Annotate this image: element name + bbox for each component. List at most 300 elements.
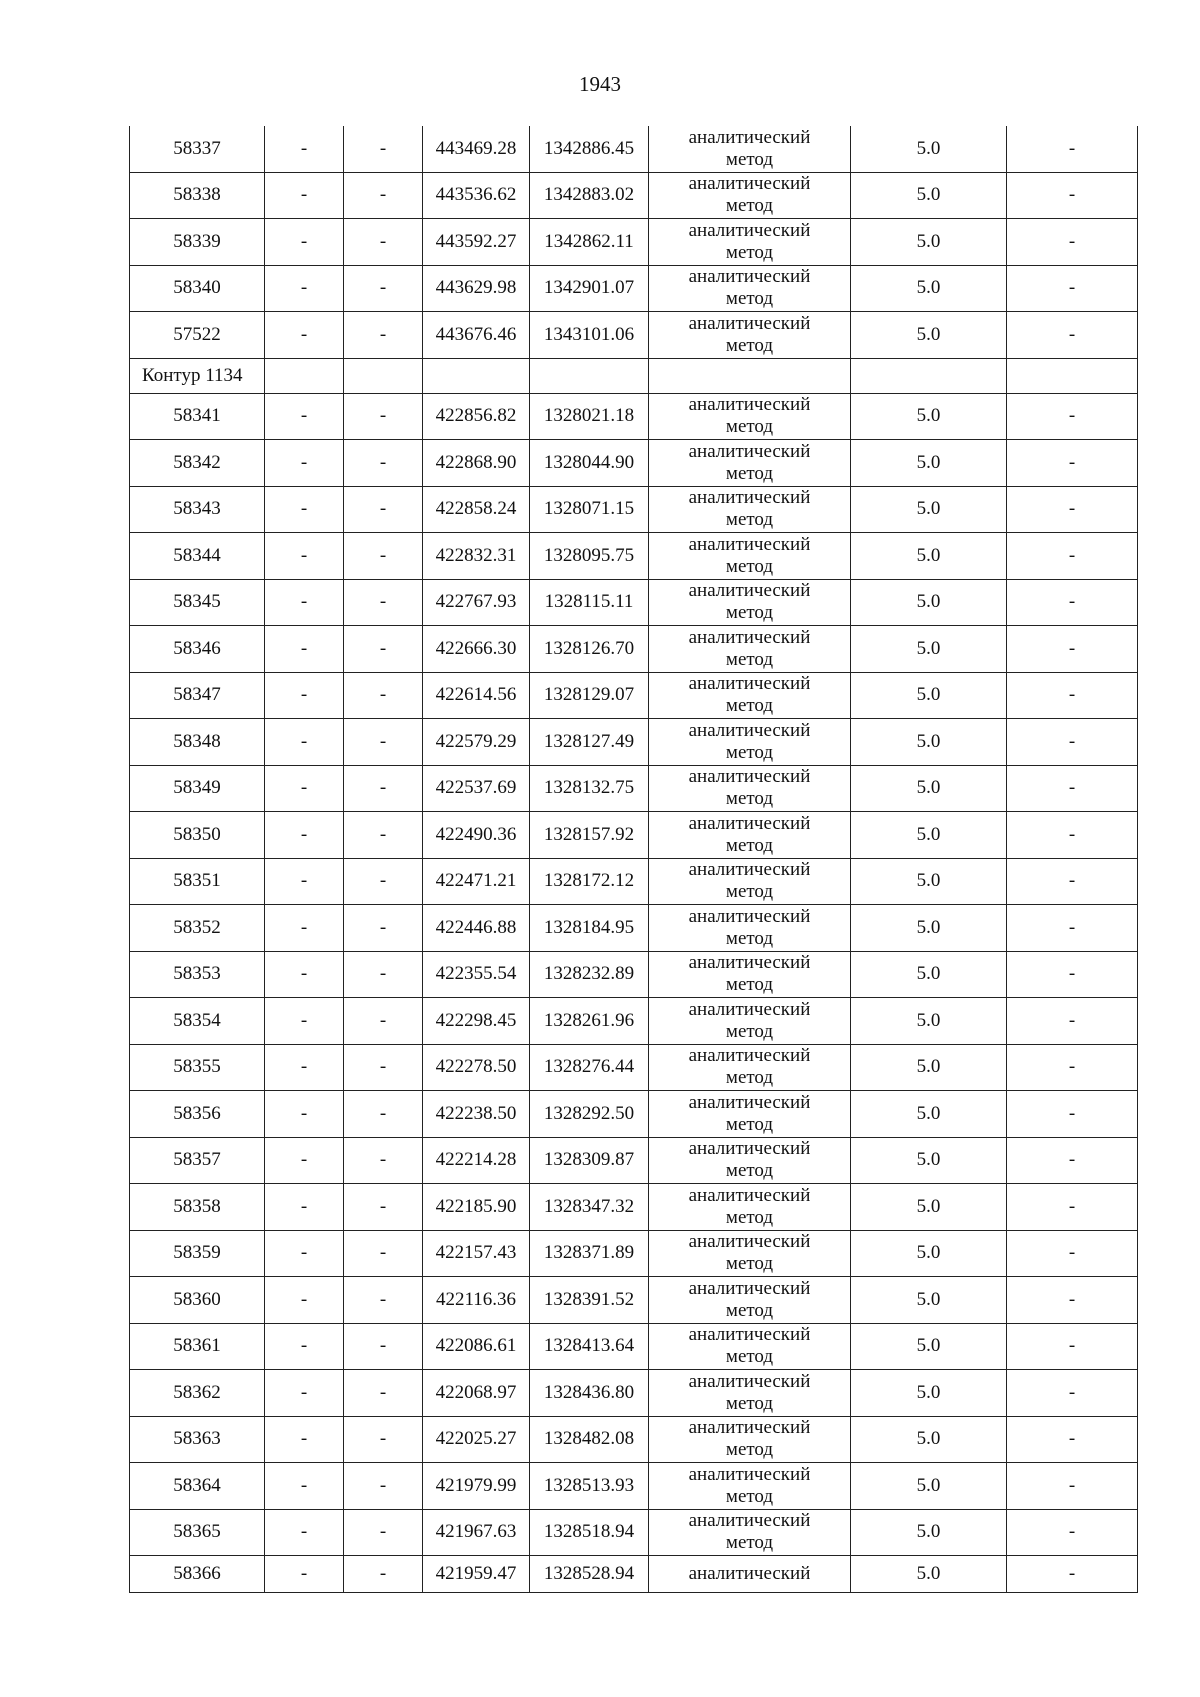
table-row (130, 579, 1138, 626)
col2-cell: - (265, 172, 344, 219)
method-cell (649, 579, 851, 626)
y-coordinate-cell: 1328157.92 (530, 812, 649, 859)
col2-cell: - (265, 1556, 344, 1593)
note-cell: - (1007, 626, 1138, 673)
col3-cell: - (344, 1230, 423, 1277)
note-cell: - (1007, 812, 1138, 859)
accuracy-cell: 5.0 (851, 905, 1007, 952)
point-id-cell: 58348 (130, 719, 265, 766)
y-coordinate-cell: 1328127.49 (530, 719, 649, 766)
y-coordinate-cell: 1328115.11 (530, 579, 649, 626)
table-row (130, 998, 1138, 1045)
x-coordinate-cell: 422298.45 (423, 998, 530, 1045)
x-coordinate-cell: 422068.97 (423, 1370, 530, 1417)
y-coordinate-cell: 1328371.89 (530, 1230, 649, 1277)
method-line: аналитический (688, 394, 811, 416)
note-cell: - (1007, 1323, 1138, 1370)
method-line: метод (725, 1439, 774, 1461)
point-id-cell: 58352 (130, 905, 265, 952)
accuracy-cell: 5.0 (851, 719, 1007, 766)
method-cell (649, 1509, 851, 1556)
col3-cell: - (344, 1044, 423, 1091)
y-coordinate-cell: 1343101.06 (530, 312, 649, 359)
method-cell (649, 486, 851, 533)
method-line: аналитический (688, 1463, 811, 1485)
y-coordinate-cell: 1342883.02 (530, 172, 649, 219)
method-line: метод (725, 927, 774, 949)
method-cell (649, 172, 851, 219)
empty-cell (649, 358, 851, 393)
x-coordinate-cell: 422086.61 (423, 1323, 530, 1370)
empty-cell (851, 358, 1007, 393)
method-line: метод (725, 1113, 774, 1135)
y-coordinate-cell: 1328292.50 (530, 1091, 649, 1138)
method-line: аналитический (688, 1091, 811, 1113)
table-row (130, 765, 1138, 812)
col2-cell: - (265, 672, 344, 719)
col3-cell: - (344, 1416, 423, 1463)
method-line: аналитический (688, 1045, 811, 1067)
table-row (130, 1044, 1138, 1091)
method-cell (649, 265, 851, 312)
x-coordinate-cell: 443592.27 (423, 219, 530, 266)
accuracy-cell: 5.0 (851, 1323, 1007, 1370)
y-coordinate-cell: 1328184.95 (530, 905, 649, 952)
x-coordinate-cell: 443469.28 (423, 126, 530, 172)
col2-cell: - (265, 1416, 344, 1463)
col2-cell: - (265, 719, 344, 766)
method-line: аналитический (688, 952, 811, 974)
accuracy-cell: 5.0 (851, 765, 1007, 812)
method-line: аналитический (688, 1324, 811, 1346)
table-row (130, 1509, 1138, 1556)
y-coordinate-cell: 1328044.90 (530, 440, 649, 487)
method-line: аналитический (688, 1417, 811, 1439)
point-id-cell: 58356 (130, 1091, 265, 1138)
method-cell (649, 812, 851, 859)
col3-cell: - (344, 172, 423, 219)
x-coordinate-cell: 422185.90 (423, 1184, 530, 1231)
accuracy-cell: 5.0 (851, 440, 1007, 487)
accuracy-cell: 5.0 (851, 393, 1007, 440)
note-cell: - (1007, 312, 1138, 359)
y-coordinate-cell: 1328513.93 (530, 1463, 649, 1510)
accuracy-cell: 5.0 (851, 265, 1007, 312)
method-line: аналитический (688, 859, 811, 881)
col3-cell: - (344, 393, 423, 440)
accuracy-cell: 5.0 (851, 812, 1007, 859)
method-line: метод (725, 1392, 774, 1414)
method-line: аналитический (688, 266, 811, 288)
accuracy-cell: 5.0 (851, 1137, 1007, 1184)
empty-cell (423, 358, 530, 393)
point-id-cell: 58341 (130, 393, 265, 440)
method-line: аналитический (688, 1563, 811, 1584)
method-line: аналитический (688, 1184, 811, 1206)
col2-cell: - (265, 626, 344, 673)
col3-cell: - (344, 719, 423, 766)
col3-cell: - (344, 1509, 423, 1556)
col3-cell: - (344, 1091, 423, 1138)
accuracy-cell: 5.0 (851, 858, 1007, 905)
method-line: аналитический (688, 626, 811, 648)
table-row (130, 1323, 1138, 1370)
method-line: аналитический (688, 812, 811, 834)
method-line: метод (725, 741, 774, 763)
method-line: аналитический (688, 766, 811, 788)
y-coordinate-cell: 1328518.94 (530, 1509, 649, 1556)
x-coordinate-cell: 422157.43 (423, 1230, 530, 1277)
col3-cell: - (344, 858, 423, 905)
col2-cell: - (265, 765, 344, 812)
method-line: метод (725, 1206, 774, 1228)
table-row (130, 393, 1138, 440)
method-line: аналитический (688, 487, 811, 509)
x-coordinate-cell: 421967.63 (423, 1509, 530, 1556)
table-row (130, 1137, 1138, 1184)
method-line: аналитический (688, 533, 811, 555)
method-line: метод (725, 334, 774, 356)
col3-cell: - (344, 533, 423, 580)
accuracy-cell: 5.0 (851, 1184, 1007, 1231)
point-id-cell: 58347 (130, 672, 265, 719)
method-line: метод (725, 1067, 774, 1089)
col2-cell: - (265, 486, 344, 533)
col3-cell: - (344, 1556, 423, 1593)
point-id-cell: 58339 (130, 219, 265, 266)
col3-cell: - (344, 765, 423, 812)
x-coordinate-cell: 443629.98 (423, 265, 530, 312)
col2-cell: - (265, 126, 344, 172)
method-cell (649, 905, 851, 952)
method-cell (649, 393, 851, 440)
x-coordinate-cell: 443676.46 (423, 312, 530, 359)
table-row (130, 219, 1138, 266)
col3-cell: - (344, 1370, 423, 1417)
col2-cell: - (265, 1277, 344, 1324)
point-id-cell: 58340 (130, 265, 265, 312)
table-row (130, 1556, 1138, 1593)
y-coordinate-cell: 1328276.44 (530, 1044, 649, 1091)
table-row (130, 1091, 1138, 1138)
col3-cell: - (344, 1323, 423, 1370)
x-coordinate-cell: 422116.36 (423, 1277, 530, 1324)
y-coordinate-cell: 1328129.07 (530, 672, 649, 719)
method-cell (649, 1416, 851, 1463)
col2-cell: - (265, 579, 344, 626)
y-coordinate-cell: 1328482.08 (530, 1416, 649, 1463)
x-coordinate-cell: 422579.29 (423, 719, 530, 766)
accuracy-cell: 5.0 (851, 533, 1007, 580)
table-row (130, 672, 1138, 719)
note-cell: - (1007, 1137, 1138, 1184)
method-line: метод (725, 695, 774, 717)
point-id-cell: 58351 (130, 858, 265, 905)
method-line: метод (725, 1346, 774, 1368)
accuracy-cell: 5.0 (851, 1509, 1007, 1556)
note-cell: - (1007, 672, 1138, 719)
method-line: аналитический (688, 1370, 811, 1392)
table-row (130, 172, 1138, 219)
y-coordinate-cell: 1328261.96 (530, 998, 649, 1045)
method-line: метод (725, 881, 774, 903)
col3-cell: - (344, 1277, 423, 1324)
note-cell: - (1007, 393, 1138, 440)
contour-label: Контур 1134 (130, 358, 265, 393)
y-coordinate-cell: 1328391.52 (530, 1277, 649, 1324)
y-coordinate-cell: 1328232.89 (530, 951, 649, 998)
point-id-cell: 58361 (130, 1323, 265, 1370)
accuracy-cell: 5.0 (851, 579, 1007, 626)
table-row (130, 858, 1138, 905)
method-line: метод (725, 1299, 774, 1321)
accuracy-cell: 5.0 (851, 672, 1007, 719)
method-line: аналитический (688, 1510, 811, 1532)
x-coordinate-cell: 422214.28 (423, 1137, 530, 1184)
col2-cell: - (265, 951, 344, 998)
point-id-cell: 58355 (130, 1044, 265, 1091)
method-line: метод (725, 648, 774, 670)
note-cell: - (1007, 440, 1138, 487)
method-line: аналитический (688, 719, 811, 741)
y-coordinate-cell: 1328021.18 (530, 393, 649, 440)
method-line: метод (725, 788, 774, 810)
col2-cell: - (265, 1230, 344, 1277)
note-cell: - (1007, 1556, 1138, 1593)
note-cell: - (1007, 998, 1138, 1045)
method-cell (649, 312, 851, 359)
y-coordinate-cell: 1342886.45 (530, 126, 649, 172)
method-cell (649, 998, 851, 1045)
note-cell: - (1007, 486, 1138, 533)
table-row (130, 440, 1138, 487)
col2-cell: - (265, 812, 344, 859)
table-row (130, 533, 1138, 580)
method-line: аналитический (688, 580, 811, 602)
col3-cell: - (344, 312, 423, 359)
method-line: аналитический (688, 312, 811, 334)
table-row (130, 1184, 1138, 1231)
method-cell (649, 765, 851, 812)
x-coordinate-cell: 422537.69 (423, 765, 530, 812)
note-cell: - (1007, 219, 1138, 266)
point-id-cell: 58364 (130, 1463, 265, 1510)
method-cell (649, 626, 851, 673)
method-line: метод (725, 462, 774, 484)
point-id-cell: 58362 (130, 1370, 265, 1417)
table-row (130, 126, 1138, 172)
method-cell (649, 1370, 851, 1417)
table-row (130, 1230, 1138, 1277)
accuracy-cell: 5.0 (851, 998, 1007, 1045)
table-row (130, 1463, 1138, 1510)
method-cell (649, 1323, 851, 1370)
page-number: 1943 (579, 72, 621, 96)
accuracy-cell: 5.0 (851, 312, 1007, 359)
table-row (130, 1416, 1138, 1463)
point-id-cell: 58345 (130, 579, 265, 626)
accuracy-cell: 5.0 (851, 626, 1007, 673)
y-coordinate-cell: 1328347.32 (530, 1184, 649, 1231)
point-id-cell: 58346 (130, 626, 265, 673)
note-cell: - (1007, 1184, 1138, 1231)
accuracy-cell: 5.0 (851, 1416, 1007, 1463)
method-line: метод (725, 1485, 774, 1507)
note-cell: - (1007, 905, 1138, 952)
y-coordinate-cell: 1342901.07 (530, 265, 649, 312)
note-cell: - (1007, 858, 1138, 905)
method-line: метод (725, 241, 774, 263)
method-cell (649, 719, 851, 766)
col2-cell: - (265, 1184, 344, 1231)
note-cell: - (1007, 1044, 1138, 1091)
x-coordinate-cell: 422355.54 (423, 951, 530, 998)
accuracy-cell: 5.0 (851, 1091, 1007, 1138)
x-coordinate-cell: 422238.50 (423, 1091, 530, 1138)
method-cell (649, 440, 851, 487)
method-line: аналитический (688, 173, 811, 195)
accuracy-cell: 5.0 (851, 951, 1007, 998)
note-cell: - (1007, 1230, 1138, 1277)
col3-cell: - (344, 1184, 423, 1231)
note-cell: - (1007, 533, 1138, 580)
method-line: метод (725, 1160, 774, 1182)
accuracy-cell: 5.0 (851, 1230, 1007, 1277)
col3-cell: - (344, 126, 423, 172)
x-coordinate-cell: 422856.82 (423, 393, 530, 440)
col3-cell: - (344, 219, 423, 266)
col2-cell: - (265, 905, 344, 952)
x-coordinate-cell: 422278.50 (423, 1044, 530, 1091)
point-id-cell: 58357 (130, 1137, 265, 1184)
method-cell (649, 1463, 851, 1510)
col2-cell: - (265, 393, 344, 440)
y-coordinate-cell: 1328309.87 (530, 1137, 649, 1184)
method-line: метод (725, 195, 774, 217)
accuracy-cell: 5.0 (851, 1556, 1007, 1593)
method-line: аналитический (688, 673, 811, 695)
table-row (130, 812, 1138, 859)
col3-cell: - (344, 486, 423, 533)
note-cell: - (1007, 1509, 1138, 1556)
method-line: метод (725, 555, 774, 577)
method-cell (649, 951, 851, 998)
col2-cell: - (265, 1323, 344, 1370)
point-id-cell: 58342 (130, 440, 265, 487)
table-row (130, 905, 1138, 952)
col3-cell: - (344, 440, 423, 487)
note-cell: - (1007, 951, 1138, 998)
col3-cell: - (344, 812, 423, 859)
col2-cell: - (265, 1137, 344, 1184)
method-line: метод (725, 509, 774, 531)
x-coordinate-cell: 422767.93 (423, 579, 530, 626)
method-cell (649, 1556, 851, 1593)
note-cell: - (1007, 1091, 1138, 1138)
col3-cell: - (344, 265, 423, 312)
method-line: метод (725, 834, 774, 856)
col2-cell: - (265, 1370, 344, 1417)
point-id-cell: 58354 (130, 998, 265, 1045)
method-line: аналитический (688, 905, 811, 927)
method-line: метод (725, 1253, 774, 1275)
x-coordinate-cell: 421959.47 (423, 1556, 530, 1593)
col3-cell: - (344, 626, 423, 673)
point-id-cell: 58363 (130, 1416, 265, 1463)
method-line: метод (725, 148, 774, 170)
y-coordinate-cell: 1328436.80 (530, 1370, 649, 1417)
y-coordinate-cell: 1328132.75 (530, 765, 649, 812)
point-id-cell: 58358 (130, 1184, 265, 1231)
method-cell (649, 1230, 851, 1277)
accuracy-cell: 5.0 (851, 1277, 1007, 1324)
x-coordinate-cell: 422471.21 (423, 858, 530, 905)
point-id-cell: 58360 (130, 1277, 265, 1324)
point-id-cell: 58337 (130, 126, 265, 172)
method-cell (649, 858, 851, 905)
col3-cell: - (344, 998, 423, 1045)
method-cell (649, 219, 851, 266)
col3-cell: - (344, 1137, 423, 1184)
x-coordinate-cell: 443536.62 (423, 172, 530, 219)
note-cell: - (1007, 765, 1138, 812)
y-coordinate-cell: 1328126.70 (530, 626, 649, 673)
method-cell (649, 126, 851, 172)
method-cell (649, 533, 851, 580)
x-coordinate-cell: 422858.24 (423, 486, 530, 533)
accuracy-cell: 5.0 (851, 126, 1007, 172)
table-row (130, 486, 1138, 533)
col3-cell: - (344, 672, 423, 719)
point-id-cell: 58359 (130, 1230, 265, 1277)
method-cell (649, 1091, 851, 1138)
y-coordinate-cell: 1342862.11 (530, 219, 649, 266)
method-line: аналитический (688, 440, 811, 462)
table-row (130, 719, 1138, 766)
col2-cell: - (265, 1463, 344, 1510)
method-line: метод (725, 416, 774, 438)
point-id-cell: 58343 (130, 486, 265, 533)
point-id-cell: 58365 (130, 1509, 265, 1556)
accuracy-cell: 5.0 (851, 219, 1007, 266)
point-id-cell: 58366 (130, 1556, 265, 1593)
accuracy-cell: 5.0 (851, 1044, 1007, 1091)
note-cell: - (1007, 1416, 1138, 1463)
note-cell: - (1007, 579, 1138, 626)
empty-cell (265, 358, 344, 393)
accuracy-cell: 5.0 (851, 1370, 1007, 1417)
method-line: метод (725, 974, 774, 996)
method-line: аналитический (688, 1138, 811, 1160)
point-id-cell: 58350 (130, 812, 265, 859)
method-line: метод (725, 1532, 774, 1554)
empty-cell (1007, 358, 1138, 393)
x-coordinate-cell: 422025.27 (423, 1416, 530, 1463)
method-line: аналитический (688, 219, 811, 241)
method-line: аналитический (688, 998, 811, 1020)
method-cell (649, 1044, 851, 1091)
point-id-cell: 58353 (130, 951, 265, 998)
col3-cell: - (344, 905, 423, 952)
note-cell: - (1007, 265, 1138, 312)
col2-cell: - (265, 858, 344, 905)
x-coordinate-cell: 421979.99 (423, 1463, 530, 1510)
col3-cell: - (344, 951, 423, 998)
y-coordinate-cell: 1328413.64 (530, 1323, 649, 1370)
accuracy-cell: 5.0 (851, 486, 1007, 533)
method-line: метод (725, 288, 774, 310)
table-row (130, 951, 1138, 998)
